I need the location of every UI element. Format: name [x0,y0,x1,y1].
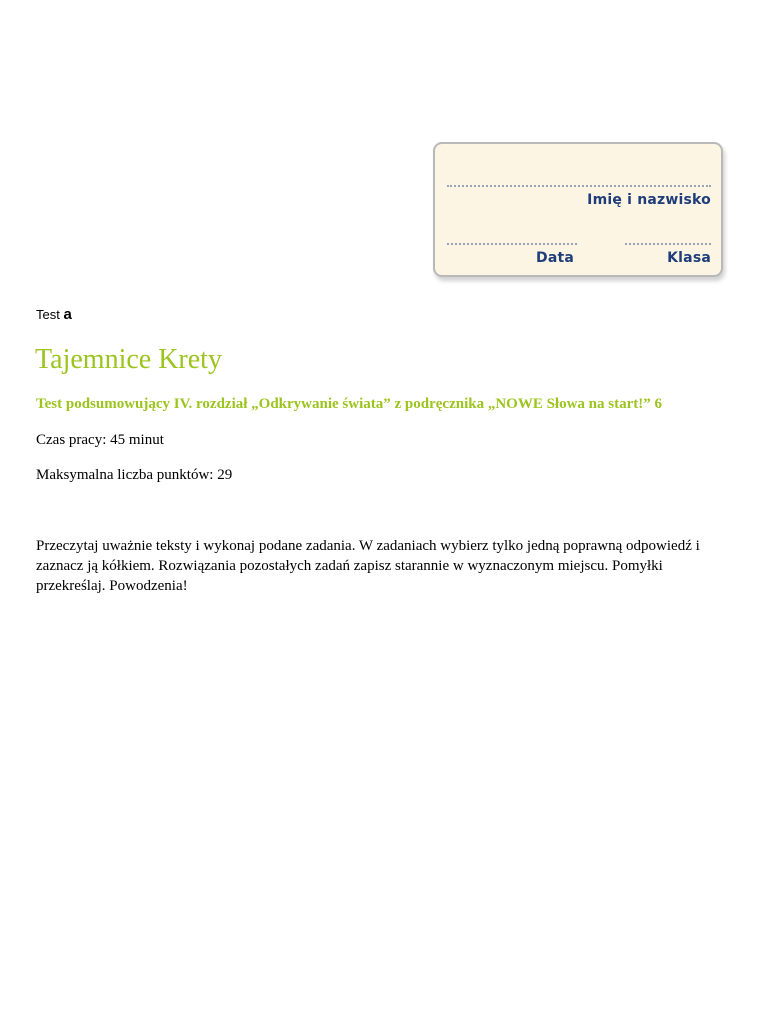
class-dotted-line[interactable] [625,243,711,245]
test-variant-letter: a [63,306,72,323]
test-prefix: Test [36,307,60,322]
test-variant [36,306,72,323]
class-label: Klasa [667,250,711,266]
date-label: Data [536,250,575,266]
instructions-paragraph: Przeczytaj uważnie teksty i wykonaj podane zadania. W zadaniach wybierz tylko jedną poprawną odpowiedź i zaznacz ją kółkiem. Rozwiązania pozostałych zadań zapisz starannie w wyznaczonym miejscu. Pomyłki przekreślaj. Powodzenia! [36,538,700,594]
name-dotted-line[interactable] [447,185,711,187]
test-subtitle: Test podsumowujący IV. rozdział „Odkrywanie świata” z podręcznika „NOWE Słowa na start!” 6 [36,396,663,412]
max-points: Maksymalna liczba punktów: 29 [36,467,233,483]
work-time: Czas pracy: 45 minut [36,432,164,448]
test-title: Tajemnice Krety [35,344,222,375]
date-dotted-line[interactable] [447,243,577,245]
name-label: Imię i nazwisko [587,192,711,208]
student-info-card [433,142,723,277]
